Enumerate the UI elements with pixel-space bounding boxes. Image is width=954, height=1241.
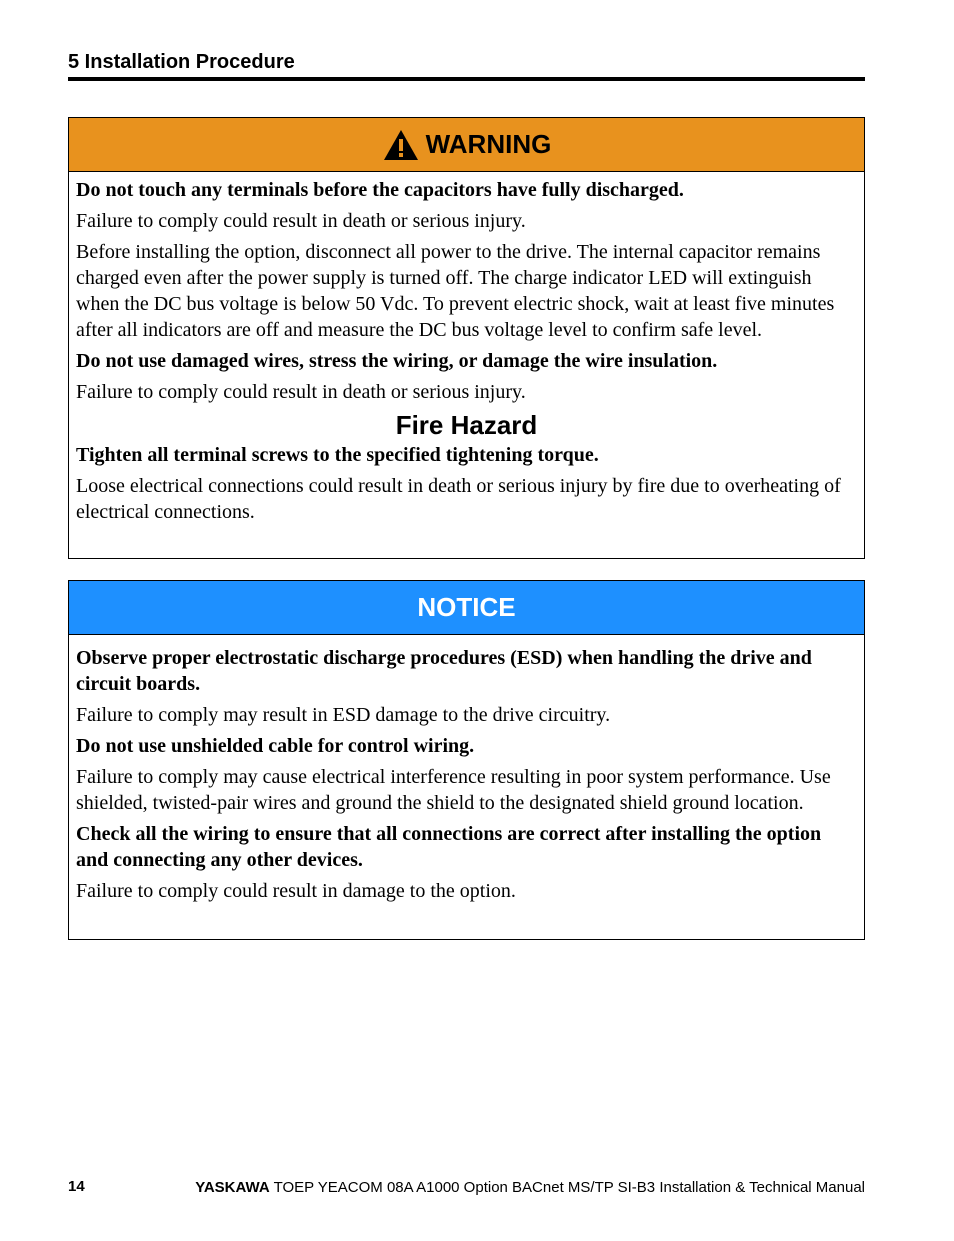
warning-box	[68, 117, 865, 559]
warning-statement: Do not touch any terminals before the capacitors have fully discharged.	[76, 179, 684, 201]
notice-box	[68, 580, 865, 940]
warning-header	[69, 118, 864, 172]
page-number: 14	[68, 1178, 85, 1195]
notice-title: NOTICE	[417, 592, 516, 622]
warning-consequence: Failure to comply could result in death or serious injury.	[76, 381, 526, 403]
notice-consequence: Failure to comply could result in damage to the option.	[76, 880, 516, 902]
notice-statement: Do not use unshielded cable for control wiring.	[76, 735, 475, 757]
section-title: 5 Installation Procedure	[68, 51, 295, 73]
notice-content	[69, 635, 864, 904]
warning-detail: Before installing the option, disconnect all power to the drive. The internal capacitor remains charged even after the power supply is turned off. The charge indicator LED will extinguish when the DC bus voltage is below 50 Vdc. To prevent electric shock, wait at least five minutes after all indicators are off and measure the DC bus voltage level to confirm safe level.	[76, 241, 835, 341]
warning-title: WARNING	[425, 129, 552, 159]
notice-consequence: Failure to comply may result in ESD damage to the drive circuitry.	[76, 704, 611, 726]
fire-hazard-statement: Tighten all terminal screws to the specified tightening torque.	[76, 444, 599, 466]
notice-header	[69, 581, 864, 635]
notice-statement: Check all the wiring to ensure that all connections are correct after installing the option and connecting any other devices.	[76, 823, 822, 871]
section-divider	[68, 77, 865, 81]
footer-title-text: TOEP YEACOM 08A A1000 Option BACnet MS/TP SI-B3 Installation & Technical Manual	[269, 1179, 865, 1196]
warning-statement: Do not use damaged wires, stress the wiring, or damage the wire insulation.	[76, 350, 718, 372]
notice-consequence: Failure to comply may cause electrical interference resulting in poor system performance. Use shielded, twisted-pair wires and ground the shield to the designated shield ground location.	[76, 766, 831, 814]
warning-consequence: Failure to comply could result in death or serious injury.	[76, 210, 526, 232]
fire-hazard-consequence: Loose electrical connections could result in death or serious injury by fire due to overheating of electrical connections.	[76, 475, 841, 523]
warning-triangle-icon	[382, 128, 420, 162]
warning-content	[69, 177, 864, 525]
footer-manual-title	[195, 1179, 865, 1196]
notice-statement: Observe proper electrostatic discharge procedures (ESD) when handling the drive and circuit boards.	[76, 647, 812, 695]
footer-brand: YASKAWA	[195, 1179, 270, 1196]
fire-hazard-title: Fire Hazard	[395, 410, 538, 440]
